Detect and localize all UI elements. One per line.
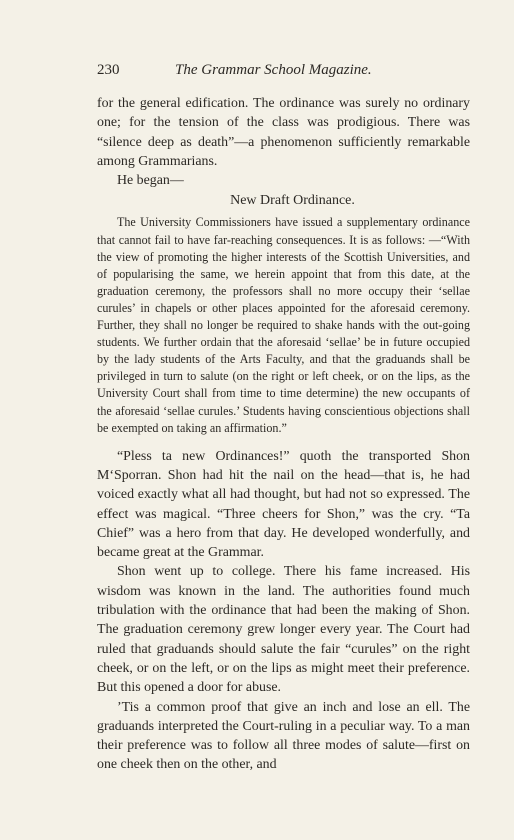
paragraph-2: He began— [117, 173, 184, 189]
section-heading: New Draft Ordinance. [230, 193, 355, 209]
running-title: The Grammar School Magazine. [175, 62, 372, 78]
ordinance-text: The University Commissioners have issued a supplementary ordinance that cannot fail to have far-reaching consequences. It is as follows: —“With the view of promoting the higher interests of the Scottish Universities, and of popularising the same, we herein appoint that from this date, at the graduation ceremony, the professors shall no more occupy their ‘sellae curules’ in chapels or other places appointed for the aforesaid ceremony. Further, they shall no longer be required to shake hands with the out-going students. We further ordain that the aforesaid ‘sellae’ be in future occupied by the lady students of the Arts Faculty, and that the graduands shall be privileged in turn to salute (on the right or left cheek, or on the lips, as the University Court shall from time to time determine) the new occupants of the aforesaid ‘sellae curules.’ Students having conscientious objections shall be exempted on taking an affirmation.” [97, 215, 470, 435]
page-number: 230 [97, 62, 120, 78]
paragraph-4: Shon went up to college. There his fame increased. His wisdom was known in the land. The authorities found much tribulation with the ordinance that had been the making of Shon. The graduation ceremony grew longer every year. The Court had ruled that graduands should salute the fair “curules” on the right cheek, or on the left, or on the lips as might meet their preference. But this opened a door for abuse. [97, 564, 470, 696]
page-header [97, 62, 470, 88]
paragraph-3: “Pless ta new Ordinances!” quoth the transported Shon M‘Sporran. Shon had hit the nail on the head—that is, he had voiced exactly what all had thought, but had not so expressed. The effect was magical. “Three cheers for Shon,” was the cry. “Ta Chief” was a hero from that day. He developed wonderfully, and became great at the Grammar. [97, 448, 470, 561]
paragraph-5: ’Tis a common proof that give an inch and lose an ell. The graduands interpreted the Court-ruling in a peculiar way. To a man their preference was to follow all three modes of salute—first on one cheek then on the other, and [97, 699, 470, 773]
paragraph-1: for the general edification. The ordinance was surely no ordinary one; for the tension of the class was prodigious. There was “silence deep as death”—a phenomenon sufficiently remarkable among Grammarians. [97, 96, 470, 169]
